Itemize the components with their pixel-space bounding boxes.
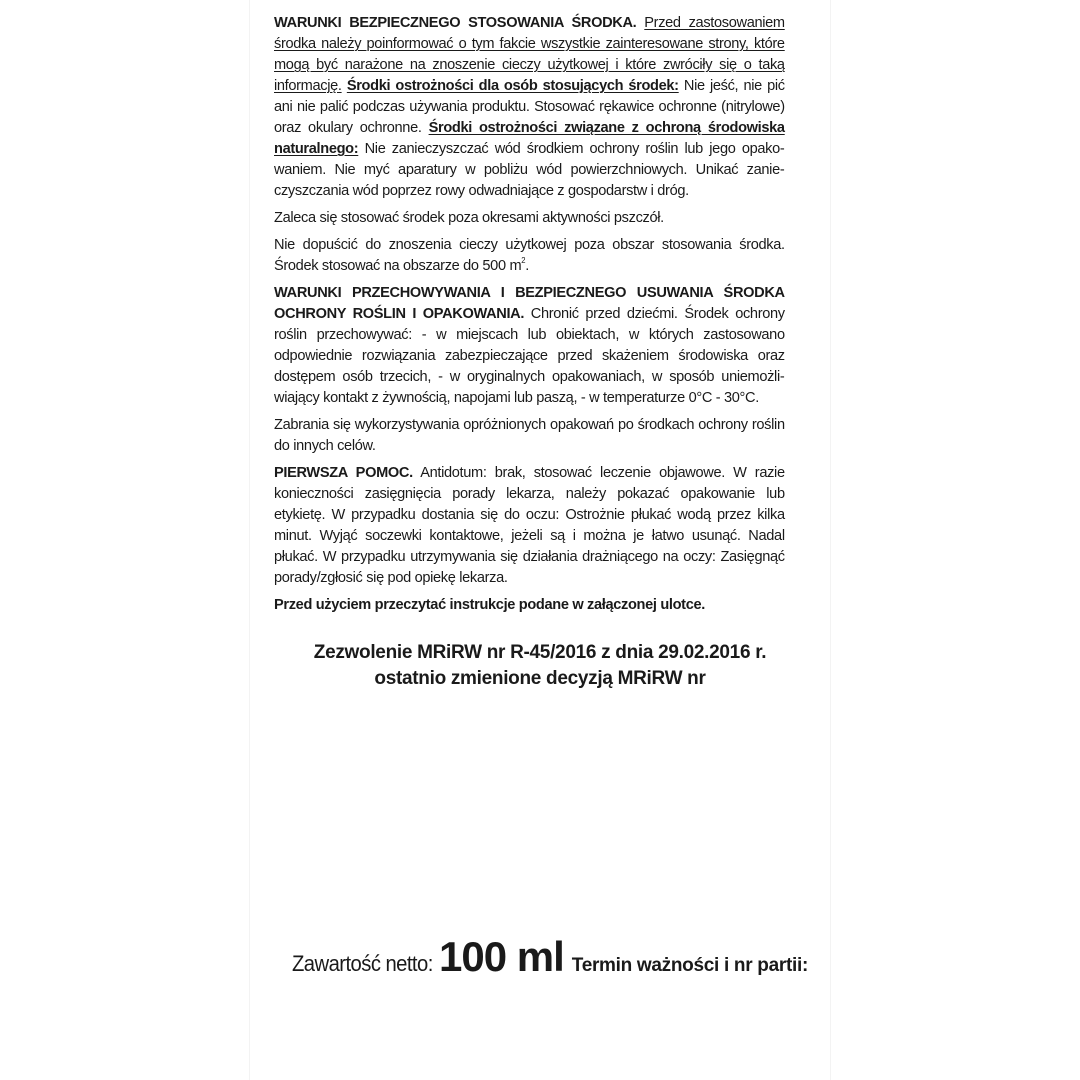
- net-content-value: 100 ml: [439, 933, 564, 980]
- reuse-paragraph: [274, 414, 785, 456]
- drift-text: Nie dopuścić do znoszenia cieczy użytkowej poza obszar stosowania środka. Środek stosować na obszarze do 500 m: [274, 236, 785, 274]
- net-content-label: Zawartość netto:: [292, 951, 433, 976]
- expiry-batch-label: Termin ważności i nr partii:: [571, 955, 808, 976]
- environment-precautions-heading: Środki ostrożności związane z ochroną środowiska naturalnego:: [274, 119, 785, 157]
- label-text-block: [274, 12, 785, 621]
- first-aid-heading: PIERWSZA POMOC.: [274, 464, 413, 481]
- safety-conditions-paragraph: [274, 12, 785, 201]
- user-precautions-heading: Środki ostrożności dla osób stosujących środek:: [346, 77, 679, 94]
- drift-paragraph: [274, 234, 785, 276]
- storage-paragraph: [274, 282, 785, 408]
- net-content-row: [292, 933, 852, 981]
- bees-text: Zaleca się stosować środek poza okresami aktywności pszczół.: [274, 209, 664, 226]
- safety-conditions-heading: WARUNKI BEZPIECZNEGO STOSOWANIA ŚRODKA.: [274, 14, 637, 31]
- permit-block: [274, 640, 806, 692]
- area-unit-superscript: 2: [521, 256, 526, 265]
- leaflet-note-paragraph: [274, 594, 785, 615]
- leaflet-note: Przed użyciem przeczytać instrukcje podane w załączonej ulotce.: [274, 596, 705, 613]
- permit-line-2: ostatnio zmienione decyzją MRiRW nr: [374, 668, 706, 689]
- first-aid-paragraph: [274, 462, 785, 588]
- environment-precautions-text: Nie zanieczyszczać wód środkiem ochrony roślin lub jego opakowaniem. Nie myć aparatury w pobliżu wód powierzchniowych. Unikać zanieczyszczania wód poprzez rowy odwadniające z gospodarstw i dróg.: [274, 140, 785, 199]
- storage-heading: WARUNKI PRZECHOWYWANIA I BEZPIECZNEGO USUWANIA ŚRODKA OCHRONY ROŚLIN I OPAKOWANIA.: [274, 284, 785, 322]
- reuse-text: Zabrania się wykorzystywania opróżnionych opakowań po środkach ochrony roślin do innych celów.: [274, 416, 785, 454]
- permit-line-1: Zezwolenie MRiRW nr R-45/2016 z dnia 29.02.2016 r.: [313, 642, 767, 663]
- bees-paragraph: [274, 207, 785, 228]
- storage-text: Chronić przed dziećmi. Środek ochrony roślin przechowywać: - w miejscach lub obiektach, w których zastosowano odpowiednie rozwiązania zabezpieczające przed skażeniem środowiska oraz dostępem osób trzecich, - w oryginalnych opakowaniach, w sposób uniemożliwiający kontakt z żywnością, napojami lub paszą, - w temperaturze 0°C - 30°C.: [274, 305, 785, 406]
- drift-end: .: [525, 257, 529, 274]
- safety-intro-text: Przed zastosowaniem środka należy poinformować o tym fakcie wszystkie zainteresowane strony, które mogą być narażone na znoszenie cieczy użytkowej i które zwróciły się o taką informację.: [274, 14, 785, 94]
- user-precautions-text: Nie jeść, nie pić ani nie palić podczas używania produktu. Stosować rękawice ochronne (nitrylowe) oraz okulary ochronne.: [274, 77, 785, 136]
- first-aid-text: Antidotum: brak, stosować leczenie objawowe. W razie konieczności zasięgnięcia porady lekarza, należy pokazać opakowanie lub etykietę. W przypadku dostania się do oczu: Ostrożnie płukać wodą przez kilka minut. Wyjąć soczewki kontaktowe, jeżeli są i można je łatwo usunąć. Nadal płukać. W przypadku utrzymywania się działania drażniącego na oczy: Zasięgnąć porady/zgłosić się pod opiekę lekarza.: [274, 464, 785, 586]
